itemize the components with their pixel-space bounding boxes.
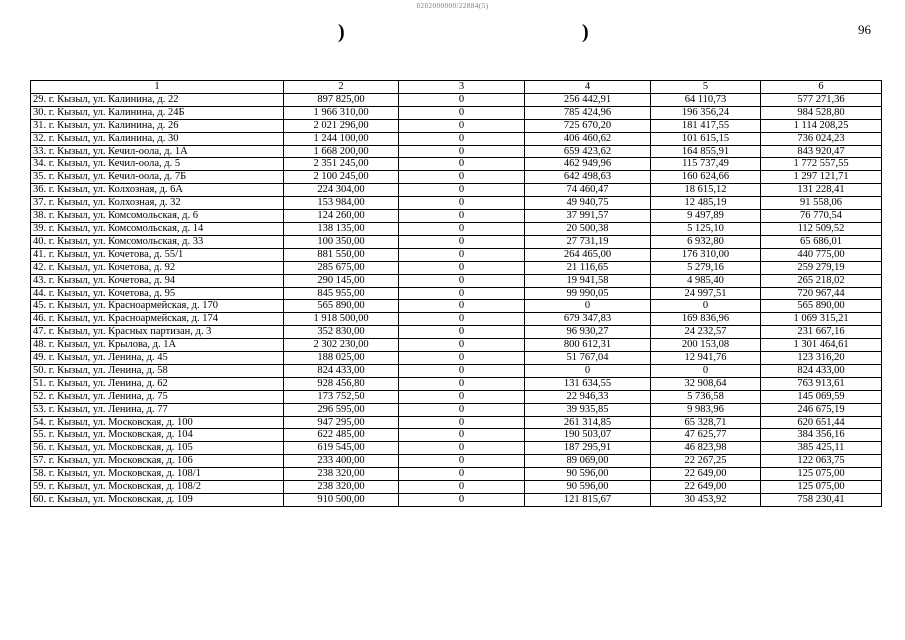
table-cell: 0 bbox=[399, 364, 525, 377]
table-cell: 1 297 121,71 bbox=[761, 171, 882, 184]
table-cell: 89 069,00 bbox=[525, 455, 651, 468]
table-cell: 99 990,05 bbox=[525, 287, 651, 300]
table-cell: 0 bbox=[399, 93, 525, 106]
table-cell: 58. г. Кызыл, ул. Московская, д. 108/1 bbox=[31, 468, 284, 481]
table-cell: 0 bbox=[399, 494, 525, 507]
table-cell: 21 116,65 bbox=[525, 261, 651, 274]
table-row bbox=[31, 261, 882, 274]
table-cell: 181 417,55 bbox=[651, 119, 761, 132]
table-cell: 1 918 500,00 bbox=[284, 313, 399, 326]
table-cell: 34. г. Кызыл, ул. Кечил-оола, д. 5 bbox=[31, 158, 284, 171]
table-row bbox=[31, 403, 882, 416]
table-cell: 897 825,00 bbox=[284, 93, 399, 106]
table-cell: 22 946,33 bbox=[525, 390, 651, 403]
table-cell: 725 670,20 bbox=[525, 119, 651, 132]
table-row bbox=[31, 132, 882, 145]
table-cell: 264 465,00 bbox=[525, 248, 651, 261]
table-cell: 2 351 245,00 bbox=[284, 158, 399, 171]
table-cell: 131 634,55 bbox=[525, 377, 651, 390]
table-row bbox=[31, 248, 882, 261]
table-cell: 1 114 208,25 bbox=[761, 119, 882, 132]
table-cell: 0 bbox=[399, 455, 525, 468]
table-cell: 0 bbox=[399, 287, 525, 300]
table-cell: 96 930,27 bbox=[525, 326, 651, 339]
table-cell: 736 024,23 bbox=[761, 132, 882, 145]
table-cell: 90 596,00 bbox=[525, 468, 651, 481]
table-cell: 43. г. Кызыл, ул. Кочетова, д. 94 bbox=[31, 274, 284, 287]
table-cell: 0 bbox=[651, 364, 761, 377]
table-cell: 196 356,24 bbox=[651, 106, 761, 119]
table-row bbox=[31, 235, 882, 248]
table-cell: 0 bbox=[399, 261, 525, 274]
column-header-3: 3 bbox=[399, 81, 525, 94]
table-cell: 238 320,00 bbox=[284, 468, 399, 481]
table-cell: 35. г. Кызыл, ул. Кечил-оола, д. 7Б bbox=[31, 171, 284, 184]
table-row bbox=[31, 145, 882, 158]
table-cell: 1 966 310,00 bbox=[284, 106, 399, 119]
table-cell: 37. г. Кызыл, ул. Колхозная, д. 32 bbox=[31, 197, 284, 210]
table-cell: 0 bbox=[525, 300, 651, 313]
table-cell: 659 423,62 bbox=[525, 145, 651, 158]
table-cell: 0 bbox=[399, 106, 525, 119]
table-cell: 53. г. Кызыл, ул. Ленина, д. 77 bbox=[31, 403, 284, 416]
table-cell: 4 985,40 bbox=[651, 274, 761, 287]
column-header-4: 4 bbox=[525, 81, 651, 94]
table-cell: 91 558,06 bbox=[761, 197, 882, 210]
table-cell: 36. г. Кызыл, ул. Колхозная, д. 6А bbox=[31, 184, 284, 197]
table-cell: 47 625,77 bbox=[651, 429, 761, 442]
table-cell: 5 736,58 bbox=[651, 390, 761, 403]
table-cell: 24 232,57 bbox=[651, 326, 761, 339]
table-cell: 800 612,31 bbox=[525, 339, 651, 352]
table-cell: 0 bbox=[399, 248, 525, 261]
table-cell: 138 135,00 bbox=[284, 222, 399, 235]
table-cell: 40. г. Кызыл, ул. Комсомольская, д. 33 bbox=[31, 235, 284, 248]
table-cell: 59. г. Кызыл, ул. Московская, д. 108/2 bbox=[31, 481, 284, 494]
table-cell: 22 649,00 bbox=[651, 481, 761, 494]
table-cell: 910 500,00 bbox=[284, 494, 399, 507]
column-header-6: 6 bbox=[761, 81, 882, 94]
table-cell: 1 772 557,55 bbox=[761, 158, 882, 171]
table-cell: 296 595,00 bbox=[284, 403, 399, 416]
table-row bbox=[31, 377, 882, 390]
table-cell: 121 815,67 bbox=[525, 494, 651, 507]
table-cell: 123 316,20 bbox=[761, 352, 882, 365]
table-row bbox=[31, 494, 882, 507]
table-cell: 41. г. Кызыл, ул. Кочетова, д. 55/1 bbox=[31, 248, 284, 261]
table-cell: 45. г. Кызыл, ул. Красноармейская, д. 170 bbox=[31, 300, 284, 313]
table-cell: 577 271,36 bbox=[761, 93, 882, 106]
table-cell: 2 021 296,00 bbox=[284, 119, 399, 132]
table-row bbox=[31, 429, 882, 442]
table-cell: 125 075,00 bbox=[761, 481, 882, 494]
table-cell: 259 279,19 bbox=[761, 261, 882, 274]
table-cell: 49 940,75 bbox=[525, 197, 651, 210]
table-cell: 46. г. Кызыл, ул. Красноармейская, д. 174 bbox=[31, 313, 284, 326]
table-row bbox=[31, 106, 882, 119]
table-row bbox=[31, 197, 882, 210]
table-cell: 124 260,00 bbox=[284, 210, 399, 223]
table-cell: 285 675,00 bbox=[284, 261, 399, 274]
table-cell: 0 bbox=[399, 390, 525, 403]
table-cell: 0 bbox=[399, 326, 525, 339]
table-cell: 352 830,00 bbox=[284, 326, 399, 339]
table-cell: 0 bbox=[399, 210, 525, 223]
table-cell: 0 bbox=[399, 235, 525, 248]
table-cell: 0 bbox=[399, 184, 525, 197]
table-cell: 1 301 464,61 bbox=[761, 339, 882, 352]
table-cell: 0 bbox=[525, 364, 651, 377]
table-body bbox=[31, 93, 882, 506]
table-cell: 27 731,19 bbox=[525, 235, 651, 248]
table-cell: 122 063,75 bbox=[761, 455, 882, 468]
table-cell: 52. г. Кызыл, ул. Ленина, д. 75 bbox=[31, 390, 284, 403]
table-cell: 38. г. Кызыл, ул. Комсомольская, д. 6 bbox=[31, 210, 284, 223]
table-row bbox=[31, 416, 882, 429]
table-cell: 9 983,96 bbox=[651, 403, 761, 416]
table-cell: 462 949,96 bbox=[525, 158, 651, 171]
table-cell: 1 069 315,21 bbox=[761, 313, 882, 326]
table-cell: 176 310,00 bbox=[651, 248, 761, 261]
table-cell: 125 075,00 bbox=[761, 468, 882, 481]
table-cell: 60. г. Кызыл, ул. Московская, д. 109 bbox=[31, 494, 284, 507]
table-cell: 51 767,04 bbox=[525, 352, 651, 365]
table-cell: 31. г. Кызыл, ул. Калинина, д. 26 bbox=[31, 119, 284, 132]
table-cell: 24 997,51 bbox=[651, 287, 761, 300]
table-cell: 679 347,83 bbox=[525, 313, 651, 326]
table-cell: 231 667,16 bbox=[761, 326, 882, 339]
table-cell: 0 bbox=[399, 145, 525, 158]
table-row bbox=[31, 364, 882, 377]
table-row bbox=[31, 468, 882, 481]
table-row bbox=[31, 171, 882, 184]
table-cell: 0 bbox=[399, 339, 525, 352]
table-cell: 384 356,16 bbox=[761, 429, 882, 442]
table-cell: 763 913,61 bbox=[761, 377, 882, 390]
table-cell: 160 624,66 bbox=[651, 171, 761, 184]
table-cell: 1 244 100,00 bbox=[284, 132, 399, 145]
table-cell: 238 320,00 bbox=[284, 481, 399, 494]
table-cell: 1 668 200,00 bbox=[284, 145, 399, 158]
table-cell: 0 bbox=[399, 468, 525, 481]
table-cell: 824 433,00 bbox=[761, 364, 882, 377]
table-cell: 76 770,54 bbox=[761, 210, 882, 223]
table-cell: 48. г. Кызыл, ул. Крылова, д. 1А bbox=[31, 339, 284, 352]
table-cell: 39 935,85 bbox=[525, 403, 651, 416]
table-cell: 12 485,19 bbox=[651, 197, 761, 210]
table-cell: 758 230,41 bbox=[761, 494, 882, 507]
table-cell: 928 456,80 bbox=[284, 377, 399, 390]
table-cell: 22 649,00 bbox=[651, 468, 761, 481]
table-cell: 984 528,80 bbox=[761, 106, 882, 119]
table-cell: 843 920,47 bbox=[761, 145, 882, 158]
table-cell: 2 302 230,00 bbox=[284, 339, 399, 352]
table-cell: 74 460,47 bbox=[525, 184, 651, 197]
table-cell: 261 314,85 bbox=[525, 416, 651, 429]
table-row bbox=[31, 222, 882, 235]
table-cell: 0 bbox=[651, 300, 761, 313]
page-number: 96 bbox=[858, 22, 871, 37]
table-row bbox=[31, 313, 882, 326]
table-row bbox=[31, 158, 882, 171]
data-table bbox=[30, 80, 882, 507]
table-cell: 32 908,64 bbox=[651, 377, 761, 390]
table-cell: 619 545,00 bbox=[284, 442, 399, 455]
table-row bbox=[31, 442, 882, 455]
table-cell: 18 615,12 bbox=[651, 184, 761, 197]
table-cell: 169 836,96 bbox=[651, 313, 761, 326]
table-cell: 0 bbox=[399, 442, 525, 455]
table-cell: 55. г. Кызыл, ул. Московская, д. 104 bbox=[31, 429, 284, 442]
table-cell: 51. г. Кызыл, ул. Ленина, д. 62 bbox=[31, 377, 284, 390]
table-cell: 112 509,52 bbox=[761, 222, 882, 235]
table-cell: 131 228,41 bbox=[761, 184, 882, 197]
table-row bbox=[31, 300, 882, 313]
table-cell: 0 bbox=[399, 274, 525, 287]
table-cell: 200 153,08 bbox=[651, 339, 761, 352]
table-cell: 0 bbox=[399, 403, 525, 416]
table-cell: 56. г. Кызыл, ул. Московская, д. 105 bbox=[31, 442, 284, 455]
table-cell: 6 932,80 bbox=[651, 235, 761, 248]
table-cell: 0 bbox=[399, 481, 525, 494]
table-cell: 47. г. Кызыл, ул. Красных партизан, д. 3 bbox=[31, 326, 284, 339]
document-code: 0202000000/22884(5) bbox=[416, 2, 489, 10]
table-cell: 0 bbox=[399, 119, 525, 132]
table-row bbox=[31, 287, 882, 300]
table-cell: 12 941,76 bbox=[651, 352, 761, 365]
table-cell: 29. г. Кызыл, ул. Калинина, д. 22 bbox=[31, 93, 284, 106]
table-cell: 145 069,59 bbox=[761, 390, 882, 403]
table-cell: 44. г. Кызыл, ул. Кочетова, д. 95 bbox=[31, 287, 284, 300]
table-cell: 46 823,98 bbox=[651, 442, 761, 455]
table-cell: 64 110,73 bbox=[651, 93, 761, 106]
table-cell: 49. г. Кызыл, ул. Ленина, д. 45 bbox=[31, 352, 284, 365]
table-cell: 0 bbox=[399, 377, 525, 390]
right-mark: ) bbox=[582, 21, 589, 43]
table-cell: 22 267,25 bbox=[651, 455, 761, 468]
table-cell: 32. г. Кызыл, ул. Калинина, д. 30 bbox=[31, 132, 284, 145]
table-cell: 265 218,02 bbox=[761, 274, 882, 287]
table-cell: 115 737,49 bbox=[651, 158, 761, 171]
table-row bbox=[31, 274, 882, 287]
table-row bbox=[31, 119, 882, 132]
table-cell: 0 bbox=[399, 429, 525, 442]
table-cell: 256 442,91 bbox=[525, 93, 651, 106]
table-cell: 187 295,91 bbox=[525, 442, 651, 455]
table-cell: 0 bbox=[399, 222, 525, 235]
column-header-2: 2 bbox=[284, 81, 399, 94]
table-cell: 153 984,00 bbox=[284, 197, 399, 210]
table-cell: 620 651,44 bbox=[761, 416, 882, 429]
table-row bbox=[31, 326, 882, 339]
table-row bbox=[31, 184, 882, 197]
table-cell: 0 bbox=[399, 352, 525, 365]
table-cell: 565 890,00 bbox=[761, 300, 882, 313]
table-cell: 246 675,19 bbox=[761, 403, 882, 416]
table-cell: 39. г. Кызыл, ул. Комсомольская, д. 14 bbox=[31, 222, 284, 235]
table-cell: 0 bbox=[399, 197, 525, 210]
table-cell: 440 775,00 bbox=[761, 248, 882, 261]
table-cell: 642 498,63 bbox=[525, 171, 651, 184]
table-cell: 30 453,92 bbox=[651, 494, 761, 507]
table-cell: 54. г. Кызыл, ул. Московская, д. 100 bbox=[31, 416, 284, 429]
column-header-1: 1 bbox=[31, 81, 284, 94]
table-cell: 0 bbox=[399, 313, 525, 326]
table-row bbox=[31, 93, 882, 106]
table-cell: 65 686,01 bbox=[761, 235, 882, 248]
table-cell: 101 615,15 bbox=[651, 132, 761, 145]
table-cell: 19 941,58 bbox=[525, 274, 651, 287]
table-row bbox=[31, 210, 882, 223]
table-cell: 100 350,00 bbox=[284, 235, 399, 248]
table-cell: 224 304,00 bbox=[284, 184, 399, 197]
table-cell: 0 bbox=[399, 158, 525, 171]
column-header-5: 5 bbox=[651, 81, 761, 94]
table-cell: 0 bbox=[399, 132, 525, 145]
table-cell: 0 bbox=[399, 416, 525, 429]
table-row bbox=[31, 339, 882, 352]
table-cell: 881 550,00 bbox=[284, 248, 399, 261]
table-cell: 164 855,91 bbox=[651, 145, 761, 158]
table-cell: 188 025,00 bbox=[284, 352, 399, 365]
table-cell: 50. г. Кызыл, ул. Ленина, д. 58 bbox=[31, 364, 284, 377]
table-cell: 720 967,44 bbox=[761, 287, 882, 300]
table-cell: 785 424,96 bbox=[525, 106, 651, 119]
table-header-row bbox=[31, 81, 882, 94]
table-row bbox=[31, 481, 882, 494]
table-cell: 5 279,16 bbox=[651, 261, 761, 274]
table-cell: 57. г. Кызыл, ул. Московская, д. 106 bbox=[31, 455, 284, 468]
left-mark: ) bbox=[338, 21, 345, 43]
table-cell: 65 328,71 bbox=[651, 416, 761, 429]
table-row bbox=[31, 455, 882, 468]
table-cell: 33. г. Кызыл, ул. Кечил-оола, д. 1А bbox=[31, 145, 284, 158]
table-cell: 406 460,62 bbox=[525, 132, 651, 145]
table-cell: 233 400,00 bbox=[284, 455, 399, 468]
table-cell: 2 100 245,00 bbox=[284, 171, 399, 184]
table-cell: 30. г. Кызыл, ул. Калинина, д. 24Б bbox=[31, 106, 284, 119]
table-cell: 20 500,38 bbox=[525, 222, 651, 235]
table-cell: 190 503,07 bbox=[525, 429, 651, 442]
table-row bbox=[31, 352, 882, 365]
table-cell: 0 bbox=[399, 300, 525, 313]
table-cell: 290 145,00 bbox=[284, 274, 399, 287]
table-cell: 845 955,00 bbox=[284, 287, 399, 300]
table-cell: 37 991,57 bbox=[525, 210, 651, 223]
table-cell: 622 485,00 bbox=[284, 429, 399, 442]
table-cell: 9 497,89 bbox=[651, 210, 761, 223]
table-cell: 0 bbox=[399, 171, 525, 184]
table-cell: 824 433,00 bbox=[284, 364, 399, 377]
table-cell: 42. г. Кызыл, ул. Кочетова, д. 92 bbox=[31, 261, 284, 274]
table-cell: 90 596,00 bbox=[525, 481, 651, 494]
table-cell: 173 752,50 bbox=[284, 390, 399, 403]
table-cell: 947 295,00 bbox=[284, 416, 399, 429]
table-row bbox=[31, 390, 882, 403]
table-cell: 385 425,11 bbox=[761, 442, 882, 455]
table-cell: 5 125,10 bbox=[651, 222, 761, 235]
table-cell: 565 890,00 bbox=[284, 300, 399, 313]
